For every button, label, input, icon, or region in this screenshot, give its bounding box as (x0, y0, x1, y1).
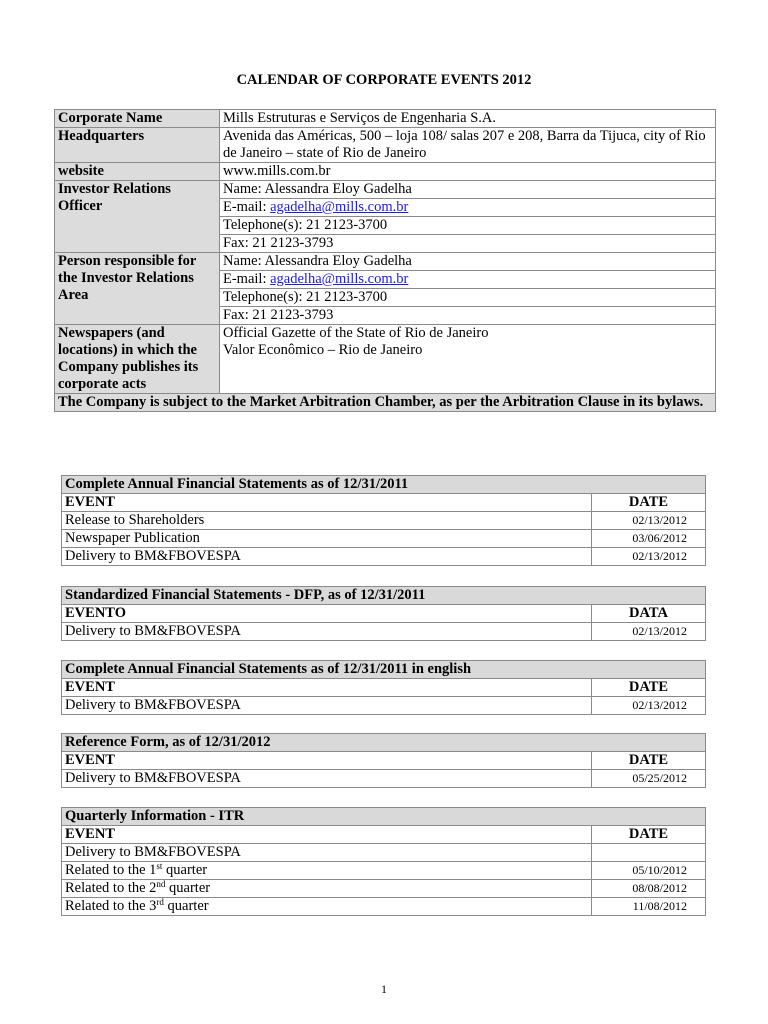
ir-area-label: Person responsible for the Investor Relations Area (55, 253, 220, 325)
table-row (62, 548, 706, 566)
events-table-reference-form (61, 733, 706, 788)
company-info-table (54, 109, 716, 412)
quarter-text: Related to the 2 (65, 880, 157, 896)
table-row (62, 880, 706, 898)
events-table-annual-statements (61, 475, 706, 566)
date-column-header: DATE (592, 679, 706, 697)
section-title: Complete Annual Financial Statements as of 12/31/2011 (62, 476, 706, 494)
event-cell: Release to Shareholders (62, 512, 592, 530)
iro-name: Name: Alessandra Eloy Gadelha (220, 181, 716, 199)
newspaper-1: Official Gazette of the State of Rio de Janeiro (223, 325, 489, 341)
date-cell: 05/10/2012 (592, 862, 706, 880)
ir-email-cell (220, 271, 716, 289)
quarter-text: Related to the 1 (65, 862, 157, 878)
event-cell: Delivery to BM&FBOVESPA (62, 697, 592, 715)
ir-fax: Fax: 21 2123-3793 (220, 307, 716, 325)
date-column-header: DATE (592, 752, 706, 770)
quarter-text: quarter (163, 898, 209, 914)
event-column-header: EVENT (62, 752, 592, 770)
date-column-header: DATE (592, 494, 706, 512)
date-cell: 05/25/2012 (592, 770, 706, 788)
table-row (62, 512, 706, 530)
headquarters-label: Headquarters (55, 128, 220, 163)
quarter-text: quarter (165, 880, 211, 896)
headquarters-value: Avenida das Américas, 500 – loja 108/ salas 207 e 208, Barra da Tijuca, city of Rio de Janeiro – state of Rio de Janeiro (220, 128, 716, 163)
date-cell: 03/06/2012 (592, 530, 706, 548)
iro-phone: Telephone(s): 21 2123-3700 (220, 217, 716, 235)
date-cell: 02/13/2012 (592, 697, 706, 715)
table-row (62, 530, 706, 548)
date-cell (592, 844, 706, 862)
date-cell: 02/13/2012 (592, 623, 706, 641)
iro-email-cell (220, 199, 716, 217)
table-row (62, 623, 706, 641)
ordinal-suffix: rd (156, 897, 164, 907)
event-cell (62, 880, 592, 898)
newspaper-2: Valor Econômico – Rio de Janeiro (223, 342, 423, 358)
section-title: Standardized Financial Statements - DFP, as of 12/31/2011 (62, 587, 706, 605)
section-title: Quarterly Information - ITR (62, 808, 706, 826)
ordinal-suffix: st (156, 861, 163, 871)
newspapers-value (220, 325, 716, 394)
event-cell: Delivery to BM&FBOVESPA (62, 623, 592, 641)
ir-phone: Telephone(s): 21 2123-3700 (220, 289, 716, 307)
event-column-header: EVENT (62, 494, 592, 512)
arbitration-note: The Company is subject to the Market Arbitration Chamber, as per the Arbitration Clause in its bylaws. (55, 394, 716, 412)
website-value: www.mills.com.br (220, 163, 716, 181)
event-cell (62, 898, 592, 916)
event-cell (62, 862, 592, 880)
section-title: Reference Form, as of 12/31/2012 (62, 734, 706, 752)
ir-email-link[interactable]: agadelha@mills.com.br (270, 271, 409, 287)
iro-email-link[interactable]: agadelha@mills.com.br (270, 199, 409, 215)
website-label: website (55, 163, 220, 181)
ir-email-prefix: E-mail: (223, 271, 271, 287)
event-column-header: EVENTO (62, 605, 592, 623)
date-cell: 08/08/2012 (592, 880, 706, 898)
event-cell: Newspaper Publication (62, 530, 592, 548)
events-table-english-statements (61, 660, 706, 715)
date-cell: 02/13/2012 (592, 512, 706, 530)
events-table-quarterly-info (61, 807, 706, 916)
event-column-header: EVENT (62, 826, 592, 844)
event-cell: Delivery to BM&FBOVESPA (62, 770, 592, 788)
table-row (62, 844, 706, 862)
table-row (62, 898, 706, 916)
table-row (62, 770, 706, 788)
date-cell: 11/08/2012 (592, 898, 706, 916)
event-cell: Delivery to BM&FBOVESPA (62, 548, 592, 566)
iro-fax: Fax: 21 2123-3793 (220, 235, 716, 253)
corporate-name-value: Mills Estruturas e Serviços de Engenharia S.A. (220, 110, 716, 128)
iro-label: Investor Relations Officer (55, 181, 220, 253)
events-table-dfp (61, 586, 706, 641)
event-column-header: EVENT (62, 679, 592, 697)
section-title: Complete Annual Financial Statements as of 12/31/2011 in english (62, 661, 706, 679)
event-cell: Delivery to BM&FBOVESPA (62, 844, 592, 862)
iro-email-prefix: E-mail: (223, 199, 271, 215)
date-column-header: DATE (592, 826, 706, 844)
date-cell: 02/13/2012 (592, 548, 706, 566)
quarter-text: Related to the 3 (65, 898, 157, 914)
newspapers-label: Newspapers (and locations) in which the Company publishes its corporate acts (55, 325, 220, 394)
corporate-name-label: Corporate Name (55, 110, 220, 128)
page-number: 1 (381, 982, 387, 996)
table-row (62, 697, 706, 715)
document-title: CALENDAR OF CORPORATE EVENTS 2012 (236, 72, 532, 88)
ir-name: Name: Alessandra Eloy Gadelha (220, 253, 716, 271)
quarter-text: quarter (162, 862, 208, 878)
table-row (62, 862, 706, 880)
ordinal-suffix: nd (156, 879, 166, 889)
date-column-header: DATA (592, 605, 706, 623)
